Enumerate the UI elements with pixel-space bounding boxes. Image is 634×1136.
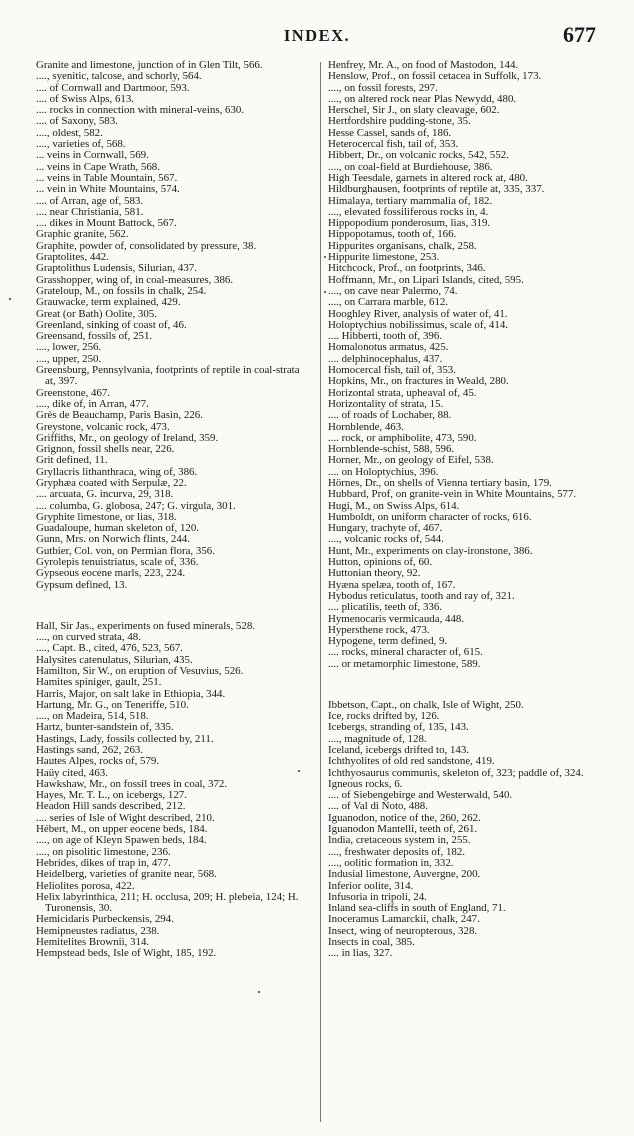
index-entry: Haüy cited, 463. xyxy=(36,766,108,779)
index-entry: .... Hibberti, tooth of, 396. xyxy=(328,330,443,343)
index-entry: Heidelberg, varieties of granite near, 568. xyxy=(36,868,217,881)
index-entry: Hutton, opinions of, 60. xyxy=(328,556,433,569)
index-entry: Hebrides, dikes of trap in, 477. xyxy=(36,856,171,869)
index-column-left xyxy=(36,60,312,960)
section-gap xyxy=(328,681,602,689)
index-entry: Hubbard, Prof, on granite-vein in White Mountains, 577. xyxy=(328,488,577,501)
index-entry: .... delphinocephalus, 437. xyxy=(328,352,443,365)
index-entry: Henfrey, Mr. A., on food of Mastodon, 144. xyxy=(328,59,519,71)
column-divider xyxy=(320,62,321,1122)
index-entry: Hybodus reticulatus, tooth and ray of, 321. xyxy=(328,589,515,602)
index-entry: Grès de Beauchamp, Paris Basin, 226. xyxy=(36,409,203,422)
index-entry: ... vein in White Mountains, 574. xyxy=(36,183,180,196)
index-entry: Graphite, powder of, consolidated by pressure, 38. xyxy=(36,239,257,252)
index-entry: Insects in coal, 385. xyxy=(328,936,415,949)
index-entry: Hébert, M., on upper eocene beds, 184. xyxy=(36,823,208,836)
index-entry: Hyæna spelæa, tooth of, 167. xyxy=(328,578,456,591)
index-entry: Gypsum defined, 13. xyxy=(36,578,128,591)
index-entry: Greensand, fossils of, 251. xyxy=(36,330,153,343)
index-entry: ...., oldest, 582. xyxy=(36,126,103,139)
index-entry: Hugi, M., on Swiss Alps, 614. xyxy=(328,499,460,512)
index-entry: Grit defined, 11. xyxy=(36,454,108,467)
index-entry: ...., on curved strata, 48. xyxy=(36,631,141,644)
index-entry: Hooghley River, analysis of water of, 41. xyxy=(328,307,508,320)
index-entry: .... of Arran, age of, 583. xyxy=(36,194,144,207)
speck-mark xyxy=(324,291,326,293)
index-entry: ...., on fossil forests, 297. xyxy=(328,81,438,94)
index-entry: ... veins in Table Mountain, 567. xyxy=(36,171,178,184)
index-entry: Hawkshaw, Mr., on fossil trees in coal, 372. xyxy=(36,777,228,790)
index-entry: .... columba, G. globosa, 247; G. virgula, 301. xyxy=(36,499,236,512)
index-entry: ...., varieties of, 568. xyxy=(36,138,126,151)
index-entry: Hippopotamus, tooth of, 166. xyxy=(328,228,457,241)
index-entry: Homalonotus armatus, 425. xyxy=(328,341,449,354)
index-entry: Grignon, fossil shells near, 226. xyxy=(36,443,175,456)
index-entry: Inoceramus Lamarckii, chalk, 247. xyxy=(328,913,480,926)
index-entry: Hamilton, Sir W., on eruption of Vesuvius, 526. xyxy=(36,664,244,677)
speck-mark xyxy=(9,298,11,300)
index-entry: Hautes Alpes, rocks of, 579. xyxy=(36,755,160,768)
index-entry: ...., Capt. B., cited, 476, 523, 567. xyxy=(36,642,184,655)
index-entry: Hemipneustes radiatus, 238. xyxy=(36,924,160,937)
index-entry: .... of Saxony, 583. xyxy=(36,115,118,128)
index-entry: ...., on altered rock near Plas Newydd, 480. xyxy=(328,92,517,105)
index-entry: Hemitelites Brownii, 314. xyxy=(36,936,150,949)
index-entry: Horner, Mr., on geology of Eifel, 538. xyxy=(328,454,494,467)
index-entry: High Teesdale, garnets in altered rock at, 480. xyxy=(328,171,528,184)
index-entry: Inland sea-cliffs in south of England, 71. xyxy=(328,902,506,915)
index-entry: Gyrolepis tenuistriatus, scale of, 336. xyxy=(36,556,199,569)
index-entry: ...., magnitude of, 128. xyxy=(328,732,427,745)
index-entry: Hayes, Mr. T. L., on icebergs, 127. xyxy=(36,789,187,802)
index-entry: Hopkins, Mr., on fractures in Weald, 280. xyxy=(328,375,509,388)
index-entry: ...., dike of, in Arran, 477. xyxy=(36,397,149,410)
index-entry: Greensburg, Pennsylvania, footprints of reptile in coal-strata at, 397. xyxy=(36,364,300,388)
index-entry: Icebergs, stranding of, 135, 143. xyxy=(328,721,469,734)
index-entry: Ibbetson, Capt., on chalk, Isle of Wight, 250. xyxy=(328,698,524,711)
index-entry: Harris, Major, on salt lake in Ethiopia, 344. xyxy=(36,687,226,700)
index-entry: Iceland, icebergs drifted to, 143. xyxy=(328,744,470,756)
index-entry: Hastings, Lady, fossils collected by, 211. xyxy=(36,732,214,745)
index-entry: ...., on age of Kleyn Spawen beds, 184. xyxy=(36,834,207,847)
index-entry: .... in lias, 327. xyxy=(328,947,393,960)
index-entry: Iguanodon, notice of the, 260, 262. xyxy=(328,811,481,824)
index-entry: Hartz, bunter-sandstein of, 335. xyxy=(36,721,174,734)
index-entry: Himalaya, tertiary mammalia of, 182. xyxy=(328,194,493,207)
index-entry: ... veins in Cornwall, 569. xyxy=(36,149,149,162)
index-entry: ...., on cave near Palermo, 74. xyxy=(328,284,458,297)
index-entry: ...., on pisolitic limestone, 236. xyxy=(36,845,171,858)
index-entry: .... of roads of Lochaber, 88. xyxy=(328,409,452,422)
index-entry: Holoptychius nobilissimus, scale of, 414. xyxy=(328,318,508,331)
index-entry: ...., volcanic rocks of, 544. xyxy=(328,533,444,546)
index-entry: Hoffmann, Mr., on Lipari Islands, cited, 595. xyxy=(328,273,524,286)
speck-mark xyxy=(324,256,326,258)
index-entry: Ice, rocks drifted by, 126. xyxy=(328,710,440,723)
speck-mark xyxy=(298,770,300,772)
index-entry: Grateloup, M., on fossils in chalk, 254. xyxy=(36,284,207,297)
index-entry: ...., upper, 250. xyxy=(36,352,102,365)
index-entry: ...., elevated fossiliferous rocks in, 4. xyxy=(328,205,489,218)
index-entry: Indusial limestone, Auvergne, 200. xyxy=(328,868,481,881)
index-entry: Hornblende, 463. xyxy=(328,420,404,433)
index-entry: Hippurite limestone, 253. xyxy=(328,251,440,264)
index-entry: Hitchcock, Prof., on footprints, 346. xyxy=(328,262,486,275)
index-entry: Hempstead beds, Isle of Wight, 185, 192. xyxy=(36,947,217,960)
index-entry: ...., oolitic formation in, 332. xyxy=(328,856,454,869)
index-entry: Graptolites, 442. xyxy=(36,251,109,264)
index-entry: Hamites spiniger, gault, 251. xyxy=(36,676,162,689)
page-number: 677 xyxy=(563,22,596,47)
index-entry: Gryllacris lithanthraca, wing of, 386. xyxy=(36,465,198,478)
speck-mark xyxy=(258,991,260,993)
index-entry: Gryphæa coated with Serpulæ, 22. xyxy=(36,476,187,489)
index-entry: Hastings sand, 262, 263. xyxy=(36,744,144,756)
index-entry: .... rocks, mineral character of, 615. xyxy=(328,646,483,659)
index-entry: .... dikes in Mount Battock, 567. xyxy=(36,217,177,230)
index-entry: .... of Cornwall and Dartmoor, 593. xyxy=(36,81,190,94)
index-entry: Granite and limestone, junction of in Glen Tilt, 566. xyxy=(36,59,263,71)
index-entry: Hypersthene rock, 473. xyxy=(328,623,430,636)
index-entry: Hemicidaris Purbeckensis, 294. xyxy=(36,913,174,926)
index-entry: .... arcuata, G. incurva, 29, 318. xyxy=(36,488,174,501)
index-entry: Hippurites organisans, chalk, 258. xyxy=(328,239,477,252)
index-entry: India, cretaceous system in, 255. xyxy=(328,834,471,847)
index-entry: Gypseous eocene marls, 223, 224. xyxy=(36,567,186,580)
index-column-right xyxy=(328,60,602,960)
index-entry: Igneous rocks, 6. xyxy=(328,777,403,790)
index-entry: Hungary, trachyte of, 467. xyxy=(328,522,443,535)
index-entry: Hall, Sir Jas., experiments on fused minerals, 528. xyxy=(36,619,255,632)
index-entry: ...., on coal-field at Burdiehouse, 386. xyxy=(328,160,493,173)
index-entry: Hildburghausen, footprints of reptile at, 335, 337. xyxy=(328,183,545,196)
page-title: INDEX. xyxy=(283,26,351,45)
index-entry: Halysites catenulatus, Silurian, 435. xyxy=(36,653,193,666)
index-entry: Ichthyolites of old red sandstone, 419. xyxy=(328,755,495,768)
index-entry: .... near Christiania, 581. xyxy=(36,205,144,218)
index-entry: Hymenocaris vermicauda, 448. xyxy=(328,612,465,625)
index-entry: ...., lower, 256. xyxy=(36,341,102,354)
index-entry: Hippopodium ponderosum, lias, 319. xyxy=(328,217,491,230)
index-entry: Huttonian theory, 92. xyxy=(328,567,421,580)
index-entry: Hertfordshire pudding-stone, 35. xyxy=(328,115,471,128)
index-entry: ... veins in Cape Wrath, 568. xyxy=(36,160,160,173)
index-entry: Great (or Bath) Oolite, 305. xyxy=(36,307,157,320)
index-entry: Gunn, Mrs. on Norwich flints, 244. xyxy=(36,533,190,546)
index-entry: Helix labyrinthica, 211; H. occlusa, 209; H. plebeia, 124; H. Turonensis, 30. xyxy=(36,890,299,915)
index-entry: Herschel, Sir J., on slaty cleavage, 602. xyxy=(328,104,500,117)
index-entry: Horizontal strata, upheaval of, 45. xyxy=(328,386,477,399)
index-entry: Hörnes, Dr., on shells of Vienna tertiary basin, 179. xyxy=(328,476,552,489)
index-entry: Homocercal fish, tail of, 353. xyxy=(328,364,456,377)
index-entry: Greystone, volcanic rock, 473. xyxy=(36,420,170,433)
index-entry: Heterocercal fish, tail of, 353. xyxy=(328,138,459,151)
index-entry: Greenstone, 467. xyxy=(36,386,111,399)
section-gap xyxy=(36,602,312,610)
index-entry: Infusoria in tripoli, 24. xyxy=(328,890,427,903)
index-entry: Hibbert, Dr., on volcanic rocks, 542, 552. xyxy=(328,149,509,162)
index-entry: ...., on Madeira, 514, 518. xyxy=(36,710,149,723)
page-header xyxy=(0,22,634,50)
index-entry: Iguanodon Mantelli, teeth of, 261. xyxy=(328,823,478,836)
index-entry: Inferior oolite, 314. xyxy=(328,879,414,892)
index-entry: Heliolites porosa, 422. xyxy=(36,879,135,892)
index-entry: .... of Swiss Alps, 613. xyxy=(36,92,135,105)
index-entry: Henslow, Prof., on fossil cetacea in Suffolk, 173. xyxy=(328,70,542,83)
index-entry: .... or metamorphic limestone, 589. xyxy=(328,657,481,670)
index-entry: Insect, wing of neuropterous, 328. xyxy=(328,924,478,937)
index-entry: Graphic granite, 562. xyxy=(36,228,129,241)
index-entry: Hartung, Mr. G., on Teneriffe, 510. xyxy=(36,698,189,711)
index-entry: Gutbier, Col. von, on Permian flora, 356. xyxy=(36,544,215,557)
index-entry: ...., on Carrara marble, 612. xyxy=(328,296,449,309)
index-entry: .... series of Isle of Wight described, 210. xyxy=(36,811,215,824)
index-entry: Gryphite limestone, or lias, 318. xyxy=(36,510,177,523)
index-entry: Hornblende-schist, 588, 596. xyxy=(328,443,455,456)
index-entry: .... on Holoptychius, 396. xyxy=(328,465,439,478)
index-entry: Greenland, sinking of coast of, 46. xyxy=(36,318,187,331)
index-entry: Grauwacke, term explained, 429. xyxy=(36,296,181,309)
index-entry: .... plicatilis, teeth of, 336. xyxy=(328,601,443,614)
index-entry: Grasshopper, wing of, in coal-measures, 386. xyxy=(36,273,234,286)
index-entry: Graptolithus Ludensis, Silurian, 437. xyxy=(36,262,197,275)
index-entry: .... rock, or amphibolite, 473, 590. xyxy=(328,431,477,444)
index-entry: Headon Hill sands described, 212. xyxy=(36,800,186,813)
index-entry: Hesse Cassel, sands of, 186. xyxy=(328,126,452,139)
index-entry: Hypogene, term defined, 9. xyxy=(328,635,448,648)
index-entry: .... rocks in connection with mineral-veins, 630. xyxy=(36,104,245,117)
index-entry: ...., syenitic, talcose, and schorly, 564. xyxy=(36,70,202,83)
index-entry: .... of Siebengebirge and Westerwald, 540. xyxy=(328,789,513,802)
index-entry: Ichthyosaurus communis, skeleton of, 323; paddle of, 324. xyxy=(328,766,584,779)
index-entry: Humboldt, on uniform character of rocks, 616. xyxy=(328,510,532,523)
index-entry: Hunt, Mr., experiments on clay-ironstone, 386. xyxy=(328,544,533,557)
index-entry: .... of Val di Noto, 488. xyxy=(328,800,428,813)
index-entry: ...., freshwater deposits of, 182. xyxy=(328,845,466,858)
index-entry: Griffiths, Mr., on geology of Ireland, 359. xyxy=(36,431,219,444)
index-entry: Horizontality of strata, 15. xyxy=(328,397,444,410)
index-entry: Guadaloupe, human skeleton of, 120. xyxy=(36,522,200,535)
